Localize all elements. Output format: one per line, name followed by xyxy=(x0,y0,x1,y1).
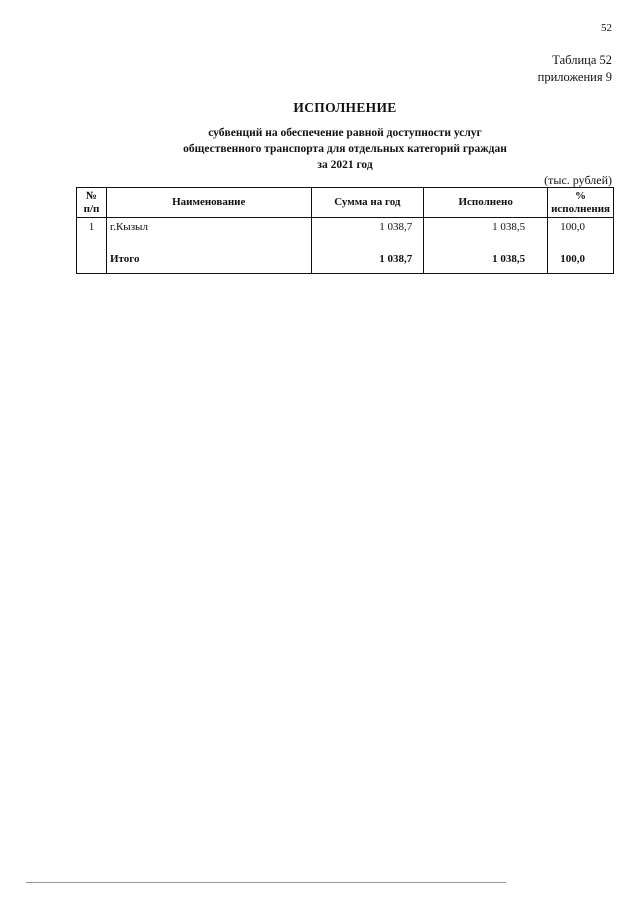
total-amount: 1 038,7 xyxy=(311,251,424,274)
execution-table xyxy=(76,187,614,274)
header-number-abbr: п/п xyxy=(83,202,100,215)
table-row xyxy=(77,218,614,252)
total-executed: 1 038,5 xyxy=(424,251,548,274)
header-executed: Исполнено xyxy=(424,188,548,218)
total-label: Итого xyxy=(106,251,311,274)
row-percent: 100,0 xyxy=(548,218,614,252)
subtitle-line-3: за 2021 год xyxy=(317,159,373,171)
table-ref-line2: приложения 9 xyxy=(537,70,612,84)
row-number: 1 xyxy=(77,218,107,252)
footer-divider xyxy=(26,882,506,883)
header-amount: Сумма на год xyxy=(311,188,424,218)
table-reference xyxy=(538,52,612,86)
header-name: Наименование xyxy=(106,188,311,218)
units-note: (тыс. рублей) xyxy=(544,173,612,187)
row-amount: 1 038,7 xyxy=(311,218,424,252)
table-ref-line1: Таблица 52 xyxy=(552,53,612,67)
total-row xyxy=(77,251,614,274)
row-name: г.Кызыл xyxy=(106,218,311,252)
total-number xyxy=(77,251,107,274)
header-percent: % исполнения xyxy=(548,188,614,218)
subtitle-line-1: субвенций на обеспечение равной доступности услуг xyxy=(208,127,482,139)
row-executed: 1 038,5 xyxy=(424,218,548,252)
document-heading xyxy=(0,100,640,173)
subtitle-line-2: общественного транспорта для отдельных категорий граждан xyxy=(183,143,507,155)
table-header-row xyxy=(77,188,614,218)
document-title: ИСПОЛНЕНИЕ xyxy=(293,100,397,115)
page-number: 52 xyxy=(601,22,612,34)
header-number-symbol: № xyxy=(85,189,97,202)
total-percent: 100,0 xyxy=(548,251,614,274)
header-number xyxy=(77,188,107,218)
